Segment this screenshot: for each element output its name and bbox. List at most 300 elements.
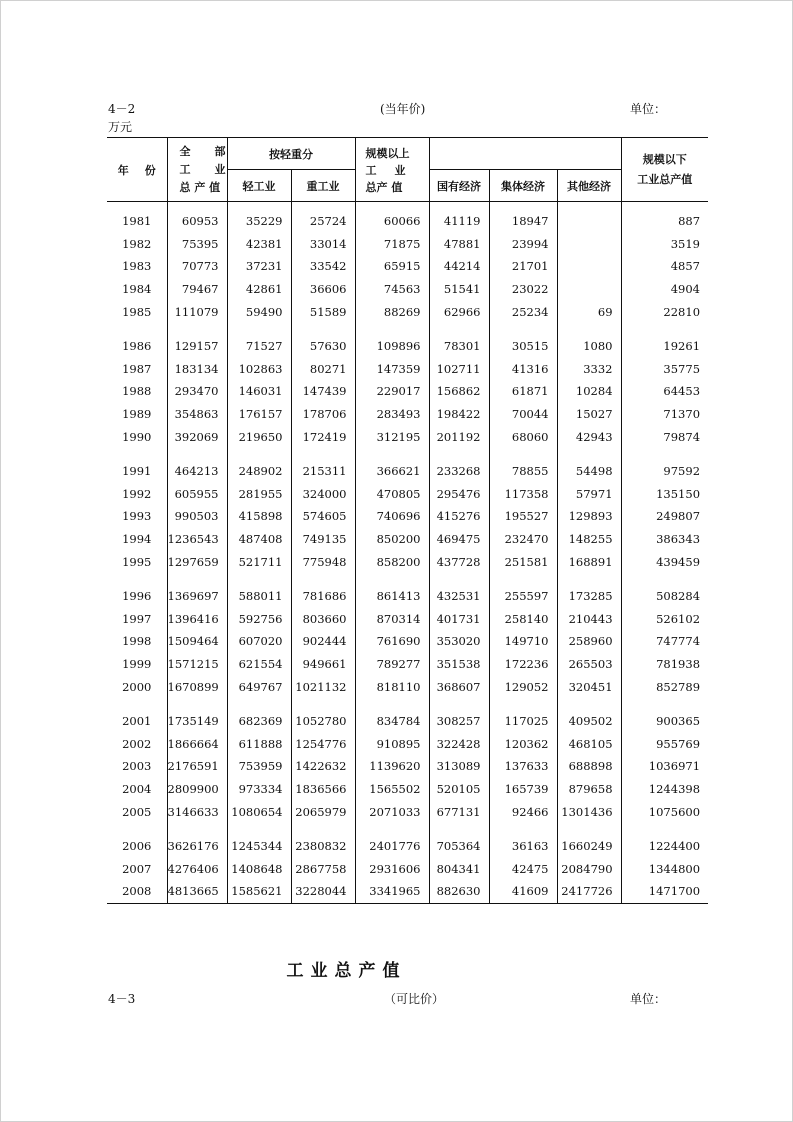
cell-above-scale: 858200 [355, 550, 429, 573]
cell-collective: 61871 [489, 380, 557, 403]
cell-total: 293470 [167, 380, 227, 403]
cell-other: 210443 [557, 608, 621, 631]
group-spacer [107, 698, 708, 710]
cell-heavy: 1422632 [291, 755, 355, 778]
cell-collective: 117358 [489, 483, 557, 506]
table-row [107, 335, 708, 358]
cell-collective: 165739 [489, 778, 557, 801]
cell-light: 611888 [227, 732, 291, 755]
cell-state: 437728 [429, 550, 489, 573]
next-section-title: 工业总产值 [286, 961, 407, 981]
cell-state: 308257 [429, 710, 489, 733]
cell-total: 79467 [167, 278, 227, 301]
cell-other: 320451 [557, 675, 621, 698]
cell-above-scale: 470805 [355, 483, 429, 506]
cell-state: 677131 [429, 800, 489, 823]
cell-below-scale: 19261 [663, 339, 701, 354]
cell-state: 47881 [429, 233, 489, 256]
cell-total: 990503 [167, 505, 227, 528]
cell-light: 35229 [227, 202, 291, 233]
cell-state: 804341 [429, 857, 489, 880]
cell-above-scale: 312195 [355, 425, 429, 448]
cell-year: 1991 [107, 460, 167, 483]
cell-collective: 41316 [489, 358, 557, 381]
col-heavy-header: 重工业 [291, 170, 355, 202]
cell-state: 322428 [429, 732, 489, 755]
cell-above-scale: 850200 [355, 528, 429, 551]
col-collective-header: 集体经济 [489, 170, 557, 202]
cell-above-scale: 2071033 [355, 800, 429, 823]
table-row [107, 675, 708, 698]
cell-collective: 232470 [489, 528, 557, 551]
cell-collective: 23022 [489, 278, 557, 301]
table-row [107, 425, 708, 448]
table-header-line [108, 101, 708, 117]
cell-other: 409502 [557, 710, 621, 733]
table-row [107, 403, 708, 426]
cell-state: 233268 [429, 460, 489, 483]
cell-above-scale: 2931606 [355, 857, 429, 880]
cell-collective: 25234 [489, 300, 557, 323]
cell-light: 42861 [227, 278, 291, 301]
cell-below-scale: 900365 [656, 714, 701, 729]
cell-collective: 30515 [489, 335, 557, 358]
cell-above-scale: 834784 [355, 710, 429, 733]
next-price-type: （可比价） [384, 992, 445, 1006]
cell-heavy: 33014 [291, 233, 355, 256]
cell-light: 753959 [227, 755, 291, 778]
cell-state: 705364 [429, 835, 489, 858]
cell-above-scale: 88269 [355, 300, 429, 323]
cell-total: 464213 [167, 460, 227, 483]
cell-below-scale: 781938 [656, 656, 701, 671]
cell-light: 42381 [227, 233, 291, 256]
cell-other: 2084790 [557, 857, 621, 880]
cell-below-scale: 35775 [663, 361, 701, 376]
cell-collective: 172236 [489, 653, 557, 676]
cell-heavy: 25724 [291, 202, 355, 233]
table-body [107, 202, 708, 904]
cell-light: 176157 [227, 403, 291, 426]
table-row [107, 732, 708, 755]
cell-below-scale: 1344800 [648, 861, 701, 876]
cell-below-scale: 22810 [663, 304, 701, 319]
cell-above-scale: 74563 [355, 278, 429, 301]
cell-below-scale: 64453 [663, 384, 701, 399]
cell-heavy: 147439 [291, 380, 355, 403]
cell-below-scale: 135150 [656, 486, 701, 501]
cell-total: 1509464 [167, 630, 227, 653]
cell-above-scale: 65915 [355, 255, 429, 278]
cell-total: 2176591 [167, 755, 227, 778]
cell-year: 2008 [107, 880, 167, 903]
cell-collective: 120362 [489, 732, 557, 755]
table-row [107, 255, 708, 278]
cell-light: 1080654 [227, 800, 291, 823]
cell-below-scale: 526102 [656, 611, 701, 626]
table-row [107, 710, 708, 733]
cell-year: 1996 [107, 585, 167, 608]
cell-other: 69 [557, 300, 621, 323]
cell-below-scale: 4857 [670, 259, 701, 274]
cell-heavy: 324000 [291, 483, 355, 506]
cell-year: 1992 [107, 483, 167, 506]
unit-label: 单位： [629, 102, 666, 116]
cell-above-scale: 283493 [355, 403, 429, 426]
cell-other: 1301436 [557, 800, 621, 823]
next-unit-label: 单位： [629, 992, 666, 1006]
cell-heavy: 574605 [291, 505, 355, 528]
cell-year: 2002 [107, 732, 167, 755]
cell-below-scale: 955769 [656, 736, 701, 751]
cell-light: 59490 [227, 300, 291, 323]
cell-above-scale: 1565502 [355, 778, 429, 801]
cell-collective: 42475 [489, 857, 557, 880]
cell-other [557, 233, 621, 256]
cell-below-scale: 79874 [663, 429, 701, 444]
cell-collective: 92466 [489, 800, 557, 823]
cell-other: 15027 [557, 403, 621, 426]
table-row [107, 585, 708, 608]
cell-below-scale: 97592 [663, 464, 701, 479]
col-below-scale-header: 规模以下 工业总产值 [621, 138, 708, 202]
table-row [107, 880, 708, 903]
cell-year: 1994 [107, 528, 167, 551]
cell-total: 1396416 [167, 608, 227, 631]
cell-year: 2007 [107, 857, 167, 880]
cell-state: 41119 [429, 202, 489, 233]
cell-collective: 117025 [489, 710, 557, 733]
cell-collective: 18947 [489, 202, 557, 233]
cell-year: 1988 [107, 380, 167, 403]
cell-above-scale: 60066 [355, 202, 429, 233]
cell-collective: 21701 [489, 255, 557, 278]
cell-total: 129157 [167, 335, 227, 358]
cell-above-scale: 147359 [355, 358, 429, 381]
cell-collective: 255597 [489, 585, 557, 608]
table-row [107, 755, 708, 778]
cell-collective: 78855 [489, 460, 557, 483]
table-code: 4－2 [108, 102, 136, 116]
cell-light: 649767 [227, 675, 291, 698]
cell-other [557, 278, 621, 301]
cell-other: 148255 [557, 528, 621, 551]
cell-above-scale: 761690 [355, 630, 429, 653]
cell-light: 248902 [227, 460, 291, 483]
cell-light: 37231 [227, 255, 291, 278]
cell-above-scale: 861413 [355, 585, 429, 608]
cell-light: 102863 [227, 358, 291, 381]
col-state-header: 国有经济 [429, 170, 489, 202]
cell-light: 973334 [227, 778, 291, 801]
cell-year: 1998 [107, 630, 167, 653]
cell-collective: 68060 [489, 425, 557, 448]
table-row [107, 778, 708, 801]
cell-other: 468105 [557, 732, 621, 755]
cell-other: 10284 [557, 380, 621, 403]
cell-state: 198422 [429, 403, 489, 426]
cell-below-scale: 887 [678, 214, 701, 229]
cell-heavy: 80271 [291, 358, 355, 381]
cell-other [557, 202, 621, 233]
table-row [107, 528, 708, 551]
cell-state: 368607 [429, 675, 489, 698]
col-light-header: 轻工业 [227, 170, 291, 202]
cell-other: 1660249 [557, 835, 621, 858]
cell-below-scale: 1224400 [648, 839, 701, 854]
col-light-heavy-header: 按轻重分 [227, 138, 355, 170]
cell-state: 51541 [429, 278, 489, 301]
cell-total: 183134 [167, 358, 227, 381]
cell-state: 882630 [429, 880, 489, 903]
cell-above-scale: 3341965 [355, 880, 429, 903]
table-row [107, 800, 708, 823]
cell-heavy: 1836566 [291, 778, 355, 801]
cell-other: 129893 [557, 505, 621, 528]
cell-collective: 149710 [489, 630, 557, 653]
col-other-header: 其他经济 [557, 170, 621, 202]
cell-collective: 195527 [489, 505, 557, 528]
cell-collective: 23994 [489, 233, 557, 256]
cell-total: 1735149 [167, 710, 227, 733]
cell-above-scale: 2401776 [355, 835, 429, 858]
cell-year: 2005 [107, 800, 167, 823]
cell-below-scale: 1075600 [648, 804, 701, 819]
cell-light: 415898 [227, 505, 291, 528]
cell-below-scale: 508284 [656, 589, 701, 604]
table-row [107, 300, 708, 323]
table-row [107, 483, 708, 506]
cell-other: 879658 [557, 778, 621, 801]
cell-state: 520105 [429, 778, 489, 801]
cell-heavy: 1021132 [291, 675, 355, 698]
cell-state: 295476 [429, 483, 489, 506]
cell-heavy: 36606 [291, 278, 355, 301]
cell-year: 1982 [107, 233, 167, 256]
cell-year: 2000 [107, 675, 167, 698]
cell-total: 1670899 [167, 675, 227, 698]
col-year-header: 年 份 [107, 138, 167, 202]
cell-total: 4813665 [167, 880, 227, 903]
cell-heavy: 1254776 [291, 732, 355, 755]
cell-total: 111079 [167, 300, 227, 323]
table-row [107, 358, 708, 381]
cell-total: 354863 [167, 403, 227, 426]
table-row [107, 202, 708, 233]
cell-total: 2809900 [167, 778, 227, 801]
cell-light: 219650 [227, 425, 291, 448]
cell-total: 4276406 [167, 857, 227, 880]
cell-heavy: 1052780 [291, 710, 355, 733]
table-row [107, 630, 708, 653]
cell-heavy: 775948 [291, 550, 355, 573]
cell-below-scale: 71370 [663, 407, 701, 422]
cell-total: 3626176 [167, 835, 227, 858]
cell-light: 281955 [227, 483, 291, 506]
cell-other: 57971 [557, 483, 621, 506]
cell-state: 156862 [429, 380, 489, 403]
table-row [107, 608, 708, 631]
cell-above-scale: 366621 [355, 460, 429, 483]
cell-state: 102711 [429, 358, 489, 381]
cell-above-scale: 109896 [355, 335, 429, 358]
cell-collective: 137633 [489, 755, 557, 778]
cell-heavy: 949661 [291, 653, 355, 676]
cell-year: 1987 [107, 358, 167, 381]
cell-above-scale: 229017 [355, 380, 429, 403]
cell-below-scale: 439459 [656, 554, 701, 569]
cell-state: 432531 [429, 585, 489, 608]
cell-collective: 36163 [489, 835, 557, 858]
table-row [107, 460, 708, 483]
cell-other: 54498 [557, 460, 621, 483]
cell-heavy: 749135 [291, 528, 355, 551]
cell-collective: 70044 [489, 403, 557, 426]
cell-other: 258960 [557, 630, 621, 653]
cell-collective: 251581 [489, 550, 557, 573]
cell-heavy: 3228044 [291, 880, 355, 903]
cell-above-scale: 740696 [355, 505, 429, 528]
cell-state: 469475 [429, 528, 489, 551]
cell-heavy: 51589 [291, 300, 355, 323]
cell-total: 1236543 [167, 528, 227, 551]
cell-state: 415276 [429, 505, 489, 528]
cell-heavy: 178706 [291, 403, 355, 426]
cell-light: 592756 [227, 608, 291, 631]
cell-below-scale: 386343 [656, 532, 701, 547]
cell-year: 1990 [107, 425, 167, 448]
cell-state: 44214 [429, 255, 489, 278]
cell-other [557, 255, 621, 278]
cell-total: 392069 [167, 425, 227, 448]
cell-state: 78301 [429, 335, 489, 358]
cell-state: 313089 [429, 755, 489, 778]
cell-year: 1985 [107, 300, 167, 323]
cell-total: 1571215 [167, 653, 227, 676]
cell-year: 1986 [107, 335, 167, 358]
cell-total: 70773 [167, 255, 227, 278]
cell-year: 1999 [107, 653, 167, 676]
cell-other: 1080 [557, 335, 621, 358]
cell-year: 2006 [107, 835, 167, 858]
cell-total: 605955 [167, 483, 227, 506]
cell-below-scale: 852789 [656, 679, 701, 694]
cell-light: 487408 [227, 528, 291, 551]
cell-year: 2004 [107, 778, 167, 801]
cell-above-scale: 870314 [355, 608, 429, 631]
col-above-scale-header: 规模以上 工 业 总产 值 [355, 138, 429, 202]
table-row [107, 835, 708, 858]
cell-light: 1245344 [227, 835, 291, 858]
cell-below-scale: 747774 [656, 634, 701, 649]
cell-heavy: 902444 [291, 630, 355, 653]
cell-below-scale: 1036971 [648, 759, 701, 774]
cell-below-scale: 1471700 [621, 880, 708, 903]
price-type: (当年价) [380, 102, 426, 116]
cell-other: 168891 [557, 550, 621, 573]
cell-heavy: 172419 [291, 425, 355, 448]
cell-light: 1408648 [227, 857, 291, 880]
cell-year: 1983 [107, 255, 167, 278]
next-table-code: 4－3 [108, 992, 136, 1006]
group-spacer [107, 823, 708, 835]
cell-other: 3332 [557, 358, 621, 381]
cell-light: 146031 [227, 380, 291, 403]
cell-year: 1984 [107, 278, 167, 301]
cell-state: 201192 [429, 425, 489, 448]
cell-heavy: 33542 [291, 255, 355, 278]
cell-above-scale: 71875 [355, 233, 429, 256]
cell-light: 521711 [227, 550, 291, 573]
cell-light: 682369 [227, 710, 291, 733]
cell-below-scale: 3519 [670, 236, 701, 251]
table-row [107, 233, 708, 256]
cell-below-scale: 4904 [670, 282, 701, 297]
cell-collective: 258140 [489, 608, 557, 631]
cell-state: 351538 [429, 653, 489, 676]
cell-other: 265503 [557, 653, 621, 676]
cell-light: 607020 [227, 630, 291, 653]
table-row [107, 505, 708, 528]
industrial-output-table [107, 137, 708, 904]
cell-year: 2003 [107, 755, 167, 778]
cell-total: 60953 [167, 202, 227, 233]
group-spacer [107, 448, 708, 460]
cell-state: 62966 [429, 300, 489, 323]
cell-heavy: 803660 [291, 608, 355, 631]
cell-year: 1995 [107, 550, 167, 573]
group-spacer [107, 573, 708, 585]
cell-year: 1993 [107, 505, 167, 528]
next-table-header-line [108, 991, 708, 1007]
unit-value: 万元 [108, 120, 133, 134]
cell-above-scale: 789277 [355, 653, 429, 676]
cell-above-scale: 818110 [355, 675, 429, 698]
cell-year: 2001 [107, 710, 167, 733]
cell-collective: 129052 [489, 675, 557, 698]
cell-other: 688898 [557, 755, 621, 778]
cell-below-scale: 249807 [656, 509, 701, 524]
table-row [107, 380, 708, 403]
cell-total: 3146633 [167, 800, 227, 823]
cell-year: 1997 [107, 608, 167, 631]
col-total-header: 全 部 工 业 总 产 值 [167, 138, 227, 202]
cell-light: 621554 [227, 653, 291, 676]
table-row [107, 857, 708, 880]
table-row [107, 653, 708, 676]
cell-collective: 41609 [489, 880, 557, 903]
cell-heavy: 2867758 [291, 857, 355, 880]
cell-other: 42943 [557, 425, 621, 448]
cell-heavy: 215311 [291, 460, 355, 483]
cell-heavy: 2065979 [291, 800, 355, 823]
cell-total: 1369697 [167, 585, 227, 608]
table-row [107, 550, 708, 573]
cell-heavy: 781686 [291, 585, 355, 608]
cell-light: 1585621 [227, 880, 291, 903]
cell-light: 588011 [227, 585, 291, 608]
cell-below-scale: 1244398 [648, 781, 701, 796]
col-ownership-header [429, 138, 621, 170]
cell-above-scale: 910895 [355, 732, 429, 755]
cell-year: 1981 [107, 202, 167, 233]
cell-year: 1989 [107, 403, 167, 426]
cell-other: 2417726 [557, 880, 621, 903]
cell-heavy: 57630 [291, 335, 355, 358]
cell-state: 401731 [429, 608, 489, 631]
cell-heavy: 2380832 [291, 835, 355, 858]
cell-other: 173285 [557, 585, 621, 608]
